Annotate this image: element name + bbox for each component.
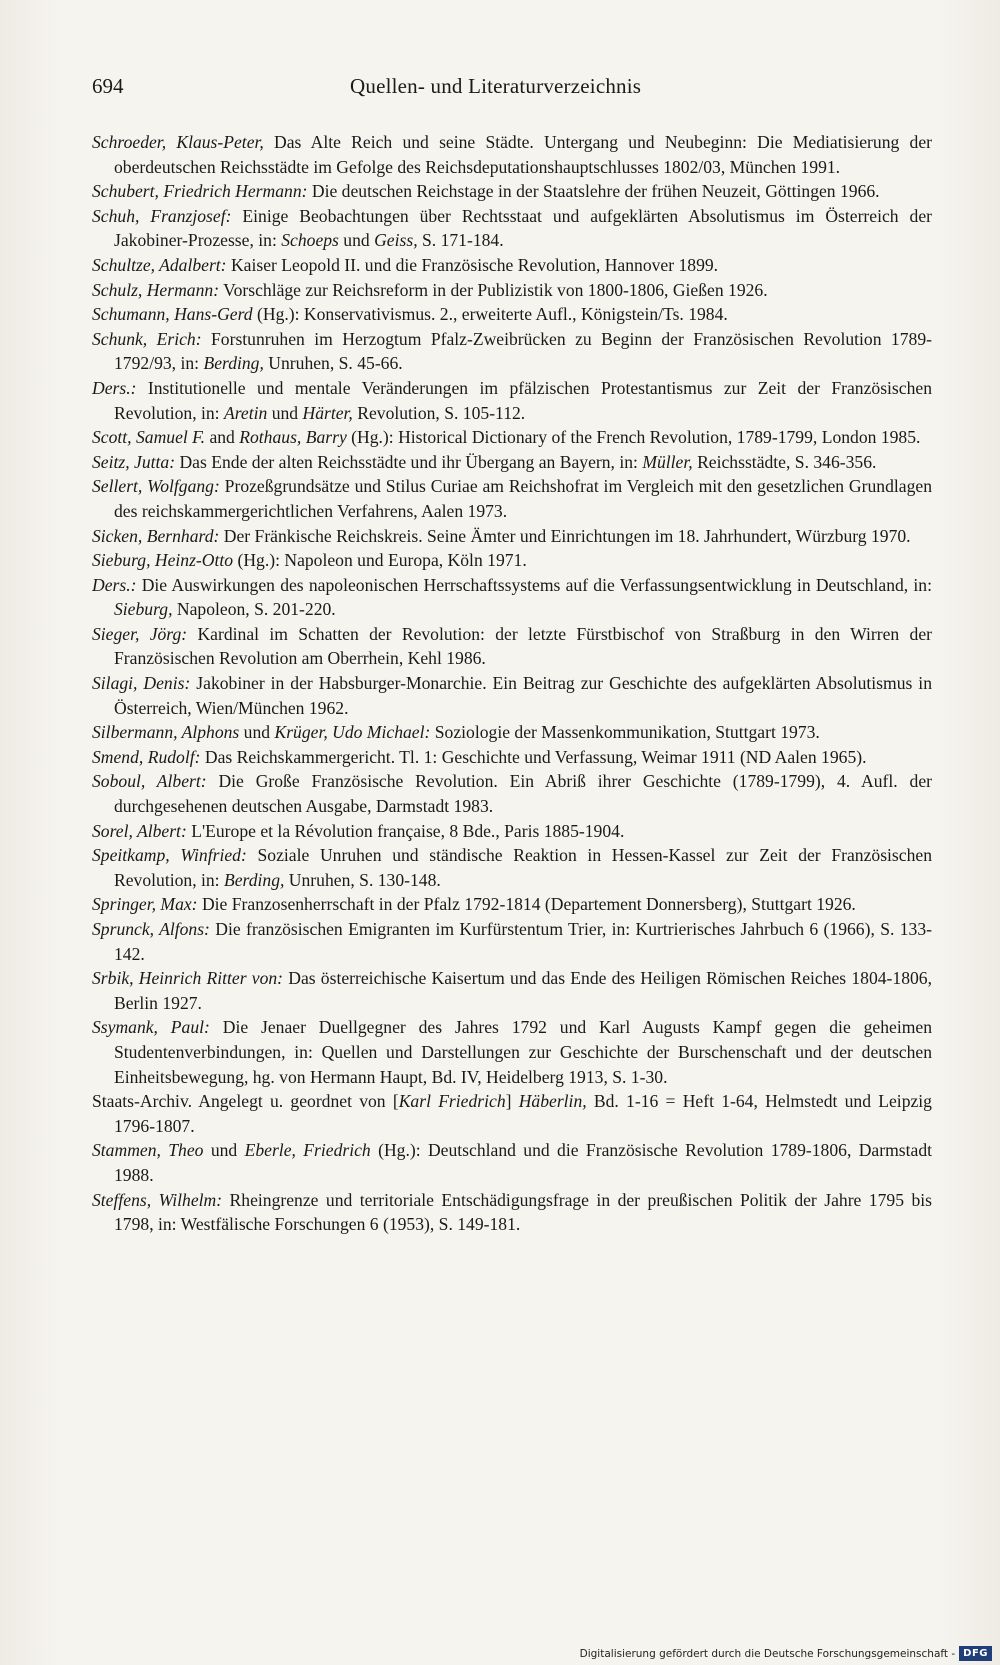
bibliography-entry xyxy=(92,966,932,1015)
bibliography-entry xyxy=(92,769,932,818)
entry-text: Reichsstädte, S. 346-356. xyxy=(692,451,877,472)
entry-author-italic: Schuh, Franzjosef: xyxy=(92,205,232,226)
bibliography-entry xyxy=(92,622,932,671)
entry-text: (Hg.): Napoleon und Europa, Köln 1971. xyxy=(233,550,527,571)
entry-text: Das Ende der alten Reichsstädte und ihr Übergang an Bayern, in: xyxy=(175,451,643,472)
footer-text: Digitalisierung gefördert durch die Deutsche Forschungsgemeinschaft - xyxy=(579,1647,956,1660)
entry-author-italic: Häberlin, xyxy=(518,1091,587,1112)
entry-text: Die Franzosenherrschaft in der Pfalz 1792-1814 (Departement Donnersberg), Stuttgart 1926. xyxy=(197,894,856,915)
entry-author-italic: Steffens, Wilhelm: xyxy=(92,1189,223,1210)
dfg-logo: DFG xyxy=(959,1646,992,1661)
entry-author-italic: Rothaus, Barry xyxy=(239,427,347,448)
entry-text: Revolution, S. 105-112. xyxy=(352,402,526,423)
entry-author-italic: Seitz, Jutta: xyxy=(92,451,176,472)
bibliography-entry xyxy=(92,179,932,204)
entry-author-italic: Schubert, Friedrich Hermann: xyxy=(92,181,308,202)
entry-text: Die Jenaer Duellgegner des Jahres 1792 und Karl Augusts Kampf gegen die geheimen Studentenverbindungen, in: Quellen und Darstellungen zur Geschichte der Burschenschaft und der deutschen Einheitsbewegung, hg. von Hermann Haupt, Bd. IV, Heidelberg 1913, S. 1-30. xyxy=(114,1017,932,1087)
entry-author-italic: Soboul, Albert: xyxy=(92,771,207,792)
bibliography-entry xyxy=(92,278,932,303)
entry-author-italic: Müller, xyxy=(642,451,693,472)
entry-author-italic: Schultze, Adalbert: xyxy=(92,254,227,275)
entry-text: Das österreichische Kaisertum und das Ende des Heiligen Römischen Reiches 1804-1806, Berlin 1927. xyxy=(114,968,932,1013)
bibliography-entry xyxy=(92,819,932,844)
bibliography-entry xyxy=(92,1138,932,1187)
entry-text: Die Große Französische Revolution. Ein Abriß ihrer Geschichte (1789-1799), 4. Aufl. der durchgesehenen deutschen Ausgabe, Darmstadt 1983. xyxy=(114,771,932,817)
entry-author-italic: Smend, Rudolf: xyxy=(92,746,201,767)
entry-text: Unruhen, S. 45-66. xyxy=(263,353,403,374)
entry-text: Kaiser Leopold II. und die Französische Revolution, Hannover 1899. xyxy=(226,254,719,275)
entry-text: Die Auswirkungen des napoleonischen Herrschaftssystems auf die Verfassungsentwicklung in Deutschland, in: xyxy=(136,574,932,595)
bibliography-entry xyxy=(92,204,932,253)
entry-text: and xyxy=(205,427,240,448)
entry-text: L'Europe et la Révolution française, 8 Bde., Paris 1885-1904. xyxy=(186,820,625,841)
entry-text: (Hg.): Deutschland und die Französische Revolution 1789-1806, Darmstadt 1988. xyxy=(114,1140,933,1185)
page-header xyxy=(92,74,934,106)
bibliography-entry xyxy=(92,327,932,376)
entry-author-italic: Sieger, Jörg: xyxy=(92,623,188,644)
bibliography-entry xyxy=(92,1015,932,1089)
entry-text: Bd. 1-16 = Heft 1-64, Helmstedt und Leipzig 1796-1807. xyxy=(114,1091,932,1136)
entry-author-italic: Ssymank, Paul: xyxy=(92,1017,210,1038)
entry-author-italic: Aretin xyxy=(223,402,268,423)
entry-text: Forstunruhen im Herzogtum Pfalz-Zweibrücken zu Beginn der Französischen Revolution 1789-1792/93, in: xyxy=(114,328,932,374)
entry-text: Prozeßgrundsätze und Stilus Curiae am Reichshofrat im Vergleich mit den gesetzlichen Grundlagen des reichskammergerichtlichen Verfahrens, Aalen 1973. xyxy=(114,476,932,521)
entry-author-italic: Eberle, Friedrich xyxy=(244,1140,371,1161)
entry-text: Einige Beobachtungen über Rechtsstaat und aufgeklärten Absolutismus im Österreich der Jakobiner-Prozesse, in: xyxy=(114,205,932,251)
digitization-footer xyxy=(580,1646,992,1661)
entry-author-italic: Schroeder, Klaus-Peter, xyxy=(92,132,264,152)
entry-author-italic: Schunk, Erich: xyxy=(92,328,202,349)
entry-text: und xyxy=(239,722,275,743)
entry-text: Vorschläge zur Reichsreform in der Publizistik von 1800-1806, Gießen 1926. xyxy=(219,279,768,300)
entry-author-italic: Sicken, Bernhard: xyxy=(92,525,220,546)
bibliography-entry xyxy=(92,548,932,573)
entry-author-italic: Sieburg, xyxy=(114,599,173,620)
entry-text: Staats-Archiv. Angelegt u. geordnet von [ xyxy=(92,1091,399,1112)
bibliography-entry xyxy=(92,425,932,450)
entry-author-italic: Ders.: xyxy=(92,574,137,595)
entry-author-italic: Springer, Max: xyxy=(92,894,198,915)
entry-author-italic: Srbik, Heinrich Ritter von: xyxy=(92,968,284,989)
entry-text: Soziale Unruhen und ständische Reaktion in Hessen-Kassel zur Zeit der Französischen Revolution, in: xyxy=(114,845,932,890)
bibliography-entry xyxy=(92,130,932,179)
entry-text: Unruhen, S. 130-148. xyxy=(284,869,441,890)
entry-text: (Hg.): Konservativismus. 2., erweiterte Aufl., Königstein/Ts. 1984. xyxy=(252,304,728,325)
bibliography-entry xyxy=(92,745,932,770)
bibliography-list xyxy=(92,130,932,1237)
bibliography-entry xyxy=(92,917,932,966)
entry-author-italic: Berding, xyxy=(223,869,285,890)
entry-author-italic: Sieburg, Heinz-Otto xyxy=(92,550,234,571)
bibliography-entry xyxy=(92,376,932,425)
entry-text: und xyxy=(338,230,375,251)
entry-author-italic: Härter, xyxy=(302,402,353,423)
entry-text: Kardinal im Schatten der Revolution: der letzte Fürstbischof von Straßburg in den Wirren der Französischen Revolution am Oberrhein, Kehl 1986. xyxy=(114,623,932,669)
entry-author-italic: Schulz, Hermann: xyxy=(92,279,220,300)
entry-text: Soziologie der Massenkommunikation, Stuttgart 1973. xyxy=(430,722,820,743)
bibliography-entry xyxy=(92,720,932,745)
bibliography-entry xyxy=(92,573,932,622)
entry-author-italic: Silbermann, Alphons xyxy=(92,722,240,743)
entry-text: Napoleon, S. 201-220. xyxy=(172,599,336,620)
bibliography-entry xyxy=(92,253,932,278)
entry-author-italic: Scott, Samuel F. xyxy=(92,427,206,448)
entry-author-italic: Karl Friedrich xyxy=(398,1091,506,1112)
bibliography-entry xyxy=(92,1089,932,1138)
entry-text: (Hg.): Historical Dictionary of the French Revolution, 1789-1799, London 1985. xyxy=(346,427,921,448)
bibliography-entry xyxy=(92,1188,932,1237)
entry-author-italic: Geiss, xyxy=(374,230,418,251)
running-title: Quellen- und Literaturverzeichnis xyxy=(350,74,642,98)
bibliography-entry xyxy=(92,450,932,475)
bibliography-entry xyxy=(92,671,932,720)
entry-text: S. 171-184. xyxy=(417,230,504,251)
page-number: 694 xyxy=(92,74,124,98)
entry-author-italic: Sellert, Wolfgang: xyxy=(92,476,220,497)
entry-text: ] xyxy=(505,1091,519,1112)
entry-text: Institutionelle und mentale Veränderungen im pfälzischen Protestantismus zur Zeit der Französischen Revolution, in: xyxy=(114,377,932,423)
entry-author-italic: Schumann, Hans-Gerd xyxy=(92,304,253,325)
bibliography-entry xyxy=(92,892,932,917)
entry-text: Die deutschen Reichstage in der Staatslehre der frühen Neuzeit, Göttingen 1966. xyxy=(307,181,880,202)
entry-text: Die französischen Emigranten im Kurfürstentum Trier, in: Kurtrierisches Jahrbuch 6 (1966), S. 133-142. xyxy=(114,919,932,964)
bibliography-entry xyxy=(92,843,932,892)
entry-text: Der Fränkische Reichskreis. Seine Ämter und Einrichtungen im 18. Jahrhundert, Würzburg 1970. xyxy=(219,525,911,546)
entry-text: und xyxy=(203,1140,245,1161)
entry-text: Das Reichskammergericht. Tl. 1: Geschichte und Verfassung, Weimar 1911 (ND Aalen 1965). xyxy=(200,746,867,767)
entry-author-italic: Ders.: xyxy=(92,377,137,398)
entry-text: Rheingrenze und territoriale Entschädigungsfrage in der preußischen Politik der Jahre 1795 bis 1798, in: Westfälische Forschungen 6 (1953), S. 149-181. xyxy=(114,1189,932,1235)
entry-author-italic: Speitkamp, Winfried: xyxy=(92,845,247,866)
entry-author-italic: Sprunck, Alfons: xyxy=(92,919,210,939)
entry-author-italic: Stammen, Theo xyxy=(92,1140,204,1161)
bibliography-entry xyxy=(92,474,932,523)
bibliography-entry xyxy=(92,524,932,549)
entry-author-italic: Sorel, Albert: xyxy=(92,820,187,841)
entry-author-italic: Berding, xyxy=(203,353,264,374)
entry-text: und xyxy=(267,402,303,423)
entry-text: Jakobiner in der Habsburger-Monarchie. Ein Beitrag zur Geschichte des aufgeklärten Absolutismus in Österreich, Wien/München 1962. xyxy=(114,673,932,718)
entry-author-italic: Silagi, Denis: xyxy=(92,673,191,694)
entry-text: Das Alte Reich und seine Städte. Untergang und Neubeginn: Die Mediatisierung der oberdeutschen Reichsstädte im Gefolge des Reichsdeputationshauptschlusses 1802/03, München 1991. xyxy=(114,132,932,177)
entry-author-italic: Krüger, Udo Michael: xyxy=(274,722,431,743)
entry-author-italic: Schoeps xyxy=(281,230,339,251)
bibliography-entry xyxy=(92,302,932,327)
